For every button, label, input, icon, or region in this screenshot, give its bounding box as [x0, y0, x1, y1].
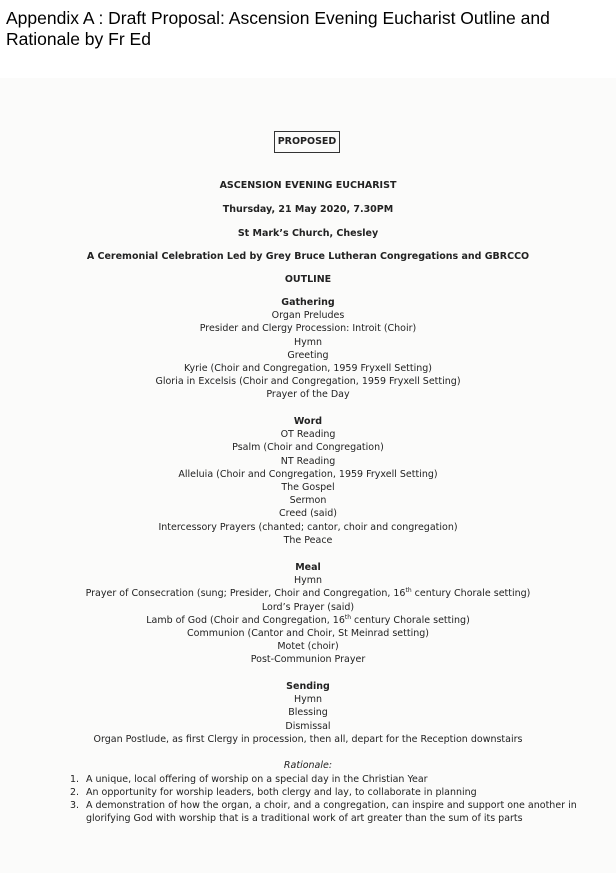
rationale-title: Rationale:	[283, 760, 333, 771]
list-item: Sermon	[289, 495, 327, 507]
list-item: Organ Preludes	[271, 310, 345, 322]
section-heading: Gathering	[281, 297, 335, 308]
list-item: Lord’s Prayer (said)	[261, 601, 355, 613]
list-item: Post-Communion Prayer	[250, 654, 366, 666]
list-item: The Gospel	[281, 482, 335, 494]
section-heading: Word	[293, 416, 323, 427]
list-item: Hymn	[293, 575, 323, 587]
list-item: Motet (choir)	[277, 641, 339, 653]
event-subtitle: A Ceremonial Celebration Led by Grey Bruce Lutheran Congregations and GBRCCO	[86, 251, 530, 262]
section-heading: Sending	[286, 681, 330, 692]
section-heading: Meal	[295, 562, 321, 573]
section-word	[40, 415, 576, 547]
rationale-number: 1.	[70, 774, 80, 785]
event-place: St Mark’s Church, Chesley	[237, 228, 379, 239]
section-meal	[0, 561, 616, 667]
list-item: Psalm (Choir and Congregation)	[232, 442, 384, 454]
rationale-list	[70, 773, 590, 825]
list-item: OT Reading	[280, 429, 336, 441]
list-item: Dismissal	[285, 720, 331, 732]
list-item: Greeting	[287, 349, 329, 361]
rationale-number: 3.	[70, 800, 80, 811]
list-item: Prayer of Consecration (sung; Presider, Choir and Congregation, 16th century Chorale setting)	[85, 587, 531, 600]
list-item: Communion (Cantor and Choir, St Meinrad setting)	[187, 628, 429, 640]
list-item: Intercessory Prayers (chanted; cantor, choir and congregation)	[158, 521, 458, 533]
list-item: Hymn	[293, 694, 323, 706]
list-item: NT Reading	[280, 455, 336, 467]
list-item: Creed (said)	[279, 508, 337, 520]
event-date: Thursday, 21 May 2020, 7.30PM	[222, 204, 394, 215]
page-heading: Appendix A : Draft Proposal: Ascension Evening Eucharist Outline and Rationale by Fr Ed	[6, 8, 550, 49]
rationale-number: 2.	[70, 787, 80, 798]
list-item: Presider and Clergy Procession: Introit (Choir)	[199, 323, 417, 335]
rationale-item	[70, 799, 590, 825]
list-item: Prayer of the Day	[266, 389, 350, 401]
rationale-text: A unique, local offering of worship on a special day in the Christian Year	[86, 774, 428, 785]
list-item: The Peace	[283, 534, 333, 546]
list-item: Hymn	[293, 336, 323, 348]
rationale-text: A demonstration of how the organ, a choir, and a congregation, can inspire and support one another in glorifying God with worship that is a traditional work of art greater than the sum of its parts	[86, 800, 577, 824]
list-item: Lamb of God (Choir and Congregation, 16th century Chorale setting)	[146, 613, 470, 626]
outline-title: OUTLINE	[284, 274, 332, 285]
list-item: Alleluia (Choir and Congregation, 1959 Fryxell Setting)	[178, 468, 438, 480]
rationale-item	[70, 786, 590, 799]
proposed-label: PROPOSED	[274, 131, 340, 153]
rationale-text: An opportunity for worship leaders, both clergy and lay, to collaborate in planning	[86, 787, 477, 798]
list-item: Kyrie (Choir and Congregation, 1959 Fryxell Setting)	[183, 363, 433, 375]
list-item: Blessing	[288, 707, 328, 719]
section-sending	[0, 680, 616, 746]
list-item: Gloria in Excelsis (Choir and Congregation, 1959 Fryxell Setting)	[155, 376, 461, 388]
rationale-item	[70, 773, 590, 786]
list-item: Organ Postlude, as first Clergy in procession, then all, depart for the Reception downstairs	[93, 733, 523, 745]
document-title: ASCENSION EVENING EUCHARIST	[219, 180, 397, 191]
section-gathering	[40, 296, 576, 402]
